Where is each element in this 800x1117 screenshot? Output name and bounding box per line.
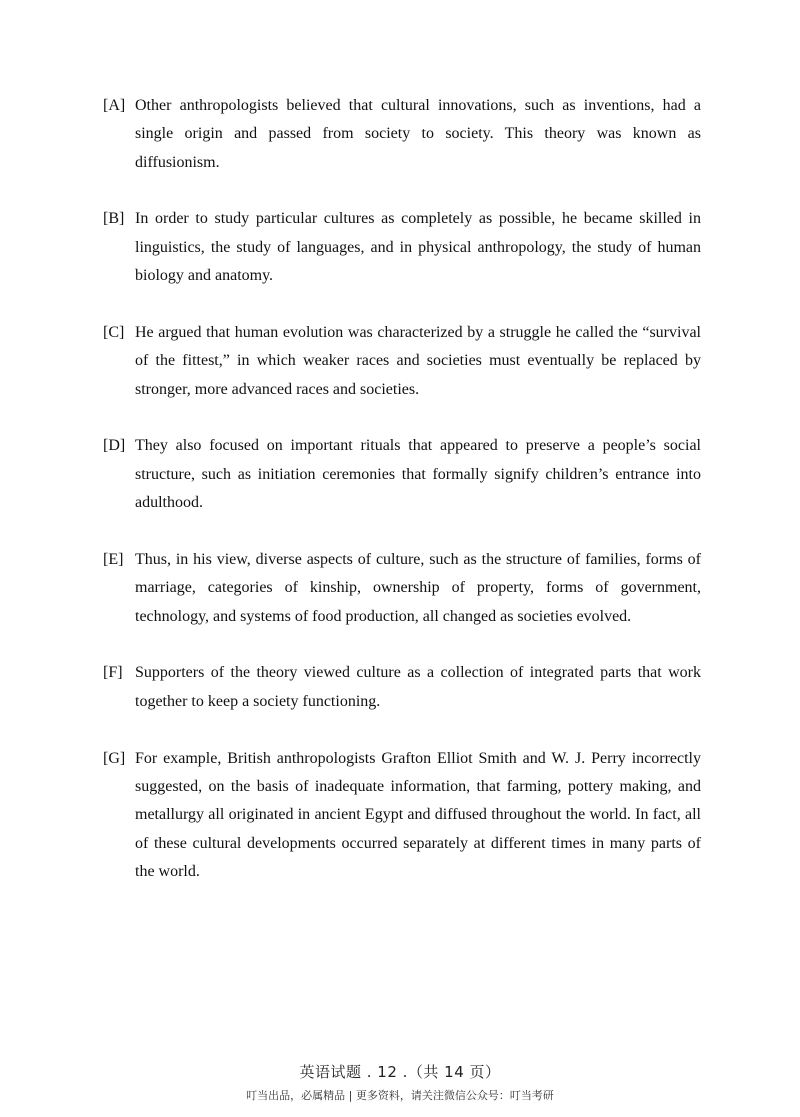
option-a-label: [A] (103, 97, 126, 114)
option-c-label: [C] (103, 323, 125, 341)
option-b-label: [B] (103, 210, 125, 228)
option-c-text: He argued that human evolution was characterized by a struggle he called the “survival of the fittest,” in which weaker races and societies must eventually be replaced by stronger, more advanced races and societies. (135, 323, 701, 398)
option-g-text: For example, British anthropologists Grafton Elliot Smith and W. J. Perry incorrectly suggested, on the basis of inadequate information, that farming, pottery making, and metallurgy all originated in ancient Egypt and diffused throughout the world. In fact, all of these cultural developments occurred separately at different times in many parts of the world. (135, 749, 701, 880)
option-f-text: Supporters of the theory viewed culture as a collection of integrated parts that work together to keep a society functioning. (135, 664, 701, 710)
answer-options (103, 92, 701, 915)
option-d-label: [D] (103, 437, 126, 455)
option-b-text: In order to study particular cultures as completely as possible, he became skilled in linguistics, the study of languages, and in physical anthropology, the study of human biology and anatomy. (135, 210, 701, 285)
option-d-text: They also focused on important rituals that appeared to preserve a people’s social structure, such as initiation ceremonies that formally signify children’s entrance into adulthood. (135, 437, 701, 512)
option-d (103, 432, 701, 517)
page-number-footer: 英语试题 . 12 .（共 14 页） (299, 1063, 501, 1081)
option-f (103, 659, 701, 716)
publisher-note: 叮当出品，必属精品 | 更多资料，请关注微信公众号：叮当考研 (246, 1089, 554, 1102)
option-f-label: [F] (103, 664, 123, 682)
option-b (103, 205, 701, 290)
option-a-text: Other anthropologists believed that cultural innovations, such as inventions, had a single origin and passed from society to society. This theory was known as diffusionism. (135, 97, 701, 171)
option-e (103, 546, 701, 631)
option-c (103, 319, 701, 404)
option-g (103, 745, 701, 886)
option-g-label: [G] (103, 749, 126, 767)
option-a (103, 92, 701, 177)
option-e-text: Thus, in his view, diverse aspects of culture, such as the structure of families, forms of marriage, categories of kinship, ownership of property, forms of government, technology, and systems of food production, all changed as societies evolved. (135, 550, 701, 625)
option-e-label: [E] (103, 550, 124, 568)
